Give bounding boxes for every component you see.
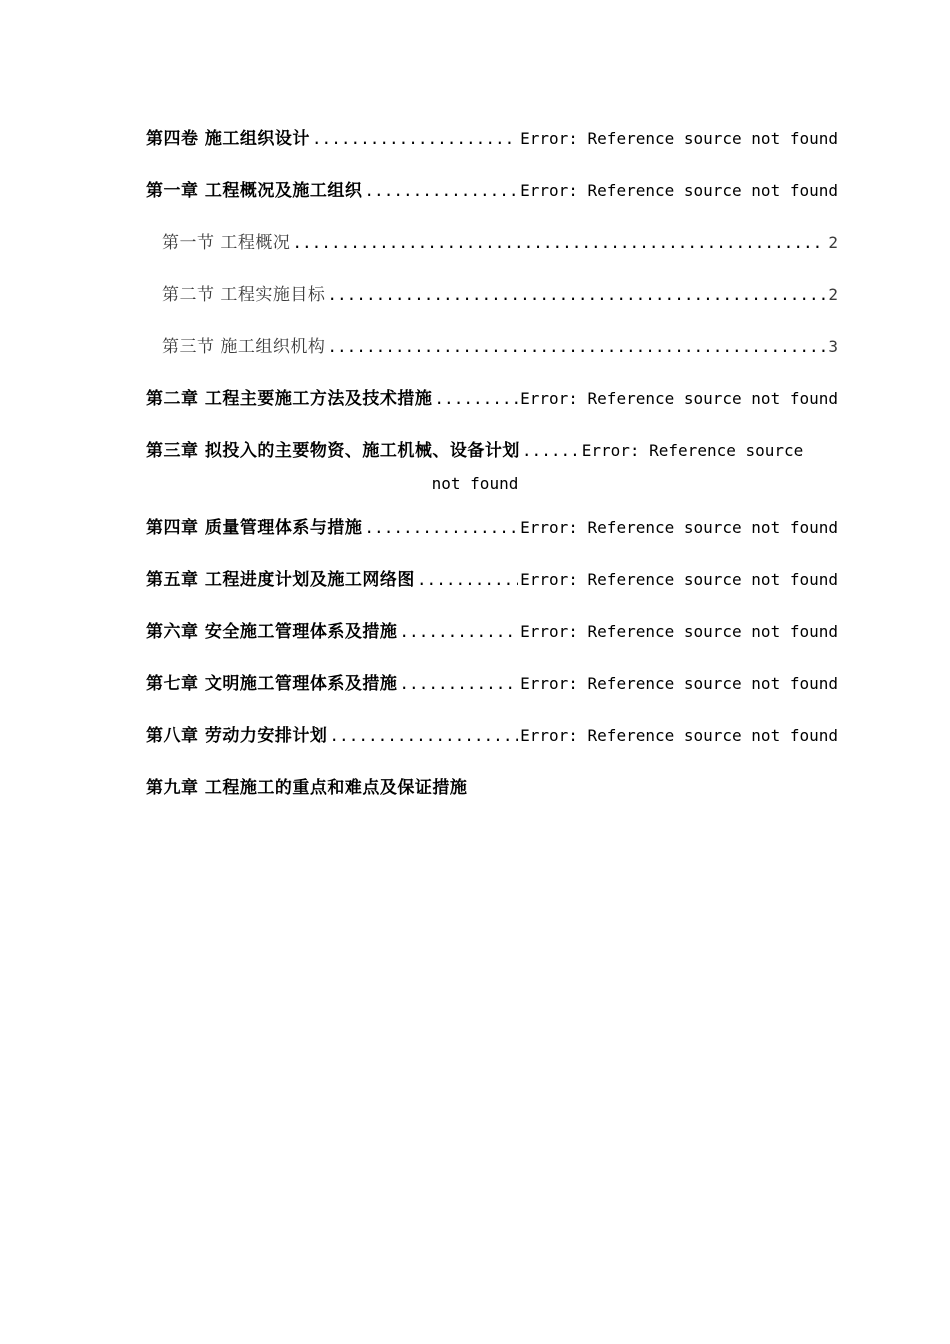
toc-entry-page: 2 <box>828 285 838 304</box>
dot-leader <box>434 380 518 418</box>
dot-leader <box>327 328 826 366</box>
toc-entry-page: Error: Reference source <box>581 441 804 460</box>
toc-entry-section-2[interactable] <box>146 276 838 328</box>
toc-entry-title: 第二章 工程主要施工方法及技术措施 <box>146 389 433 409</box>
toc-entry-title: 第四卷 施工组织设计 <box>146 129 310 149</box>
dot-leader <box>399 613 518 651</box>
toc-entry-title: 第七章 文明施工管理体系及措施 <box>146 674 398 694</box>
dot-leader <box>292 224 826 262</box>
toc-entry-chapter-4[interactable] <box>146 509 838 561</box>
toc-entry-section-1[interactable] <box>146 224 838 276</box>
dot-leader <box>522 432 580 470</box>
dot-leader <box>327 276 826 314</box>
toc-entry-page-continuation: not found <box>431 474 519 493</box>
toc-entry-page: Error: Reference source not found <box>520 389 838 408</box>
toc-entry-title: 第二节 工程实施目标 <box>162 285 326 305</box>
dot-leader <box>417 561 518 599</box>
toc-entry-page: Error: Reference source not found <box>520 518 838 537</box>
toc-entry-title: 第六章 安全施工管理体系及措施 <box>146 622 398 642</box>
toc-entry-chapter-3[interactable] <box>146 432 838 509</box>
toc-entry-title: 第四章 质量管理体系与措施 <box>146 518 363 538</box>
dot-leader <box>364 172 518 210</box>
toc-entry-chapter-5[interactable] <box>146 561 838 613</box>
toc-entry-page: 3 <box>828 337 838 356</box>
toc-entry-page: Error: Reference source not found <box>520 129 838 148</box>
toc-entry-chapter-9[interactable] <box>146 769 838 821</box>
toc-entry-page: Error: Reference source not found <box>520 181 838 200</box>
dot-leader <box>364 509 518 547</box>
toc-entry-title: 第一节 工程概况 <box>162 233 291 253</box>
toc-entry-title: 第九章 工程施工的重点和难点及保证措施 <box>146 778 468 798</box>
toc-entry-section-3[interactable] <box>146 328 838 380</box>
toc-entry-volume-4[interactable] <box>146 120 838 172</box>
toc-entry-title: 第三章 拟投入的主要物资、施工机械、设备计划 <box>146 441 520 461</box>
toc-entry-title: 第一章 工程概况及施工组织 <box>146 181 363 201</box>
toc-entry-page: Error: Reference source not found <box>520 674 838 693</box>
toc-entry-chapter-1[interactable] <box>146 172 838 224</box>
toc-entry-chapter-2[interactable] <box>146 380 838 432</box>
toc-entry-title: 第五章 工程进度计划及施工网络图 <box>146 570 415 590</box>
toc-entry-chapter-6[interactable] <box>146 613 838 665</box>
dot-leader <box>399 665 518 703</box>
toc-entry-title: 第八章 劳动力安排计划 <box>146 726 328 746</box>
toc-entry-page: 2 <box>828 233 838 252</box>
toc-entry-chapter-7[interactable] <box>146 665 838 717</box>
toc-entry-title: 第三节 施工组织机构 <box>162 337 326 357</box>
table-of-contents <box>146 120 838 821</box>
toc-entry-page: Error: Reference source not found <box>520 726 838 745</box>
dot-leader <box>329 717 518 755</box>
toc-entry-chapter-8[interactable] <box>146 717 838 769</box>
dot-leader <box>312 120 518 158</box>
toc-entry-page: Error: Reference source not found <box>520 570 838 589</box>
toc-entry-page: Error: Reference source not found <box>520 622 838 641</box>
